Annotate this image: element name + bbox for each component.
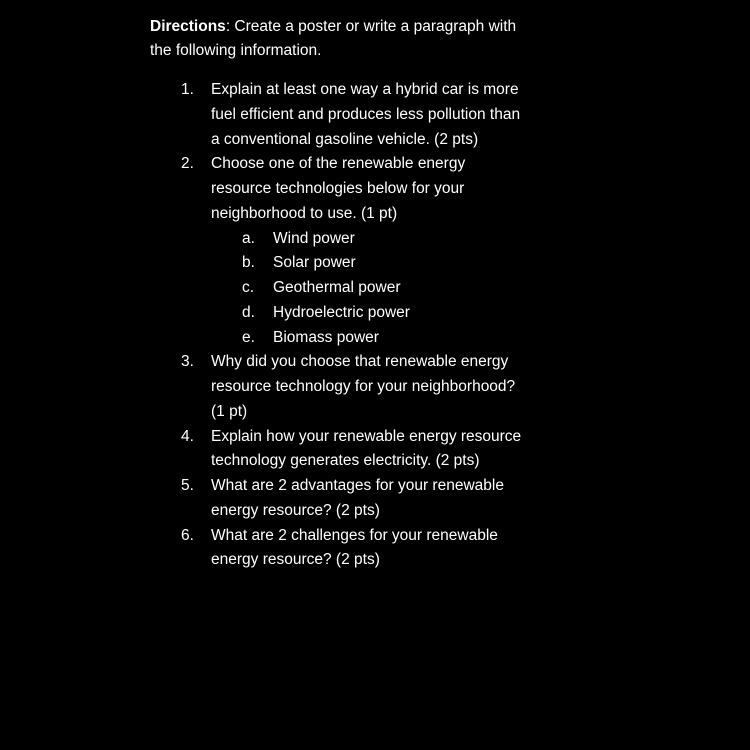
list-item-number: 2.: [181, 155, 194, 173]
option-letter: a.: [242, 229, 255, 247]
list-item-text: Explain how your renewable energy resource: [211, 427, 522, 445]
list-item-number: 4.: [181, 427, 194, 445]
directions-text: : Create a poster or write a paragraph with: [225, 17, 517, 35]
list-item-text: fuel efficient and produces less pollution than: [211, 105, 521, 123]
option-text: Wind power: [273, 229, 355, 247]
option-letter: c.: [242, 279, 255, 296]
list-item-text: a conventional gasoline vehicle. (2 pts): [211, 130, 479, 148]
option-text: Geothermal power: [273, 279, 401, 296]
list-item-text: technology generates electricity. (2 pts): [211, 452, 480, 470]
list-item-text: resource technology for your neighborhood?: [211, 378, 516, 395]
list-item-text: Explain at least one way a hybrid car is more: [211, 81, 519, 98]
list-item-text: What are 2 advantages for your renewable: [211, 477, 504, 494]
directions-heading: [150, 14, 516, 39]
option-text: Hydroelectric power: [273, 303, 410, 321]
directions-text: the following information.: [150, 42, 322, 60]
list-item-number: 1.: [181, 81, 194, 98]
list-item-text: Why did you choose that renewable energy: [211, 353, 509, 371]
list-item-text: neighborhood to use. (1 pt): [211, 204, 398, 222]
list-item-text: energy resource? (2 pts): [211, 501, 380, 519]
directions-label: Directions: [150, 17, 226, 35]
list-item-text: resource technologies below for your: [211, 180, 465, 197]
option-letter: e.: [242, 328, 255, 346]
list-item-text: (1 pt): [211, 402, 248, 420]
list-item-text: energy resource? (2 pts): [211, 551, 380, 569]
list-item-number: 5.: [181, 477, 194, 494]
option-letter: d.: [242, 303, 255, 321]
option-letter: b.: [242, 254, 255, 272]
option-text: Solar power: [273, 254, 356, 272]
list-item-number: 6.: [181, 526, 194, 544]
list-item-text: Choose one of the renewable energy: [211, 155, 466, 173]
list-item-text: What are 2 challenges for your renewable: [211, 526, 498, 544]
option-text: Biomass power: [273, 328, 379, 346]
list-item-number: 3.: [181, 353, 194, 371]
